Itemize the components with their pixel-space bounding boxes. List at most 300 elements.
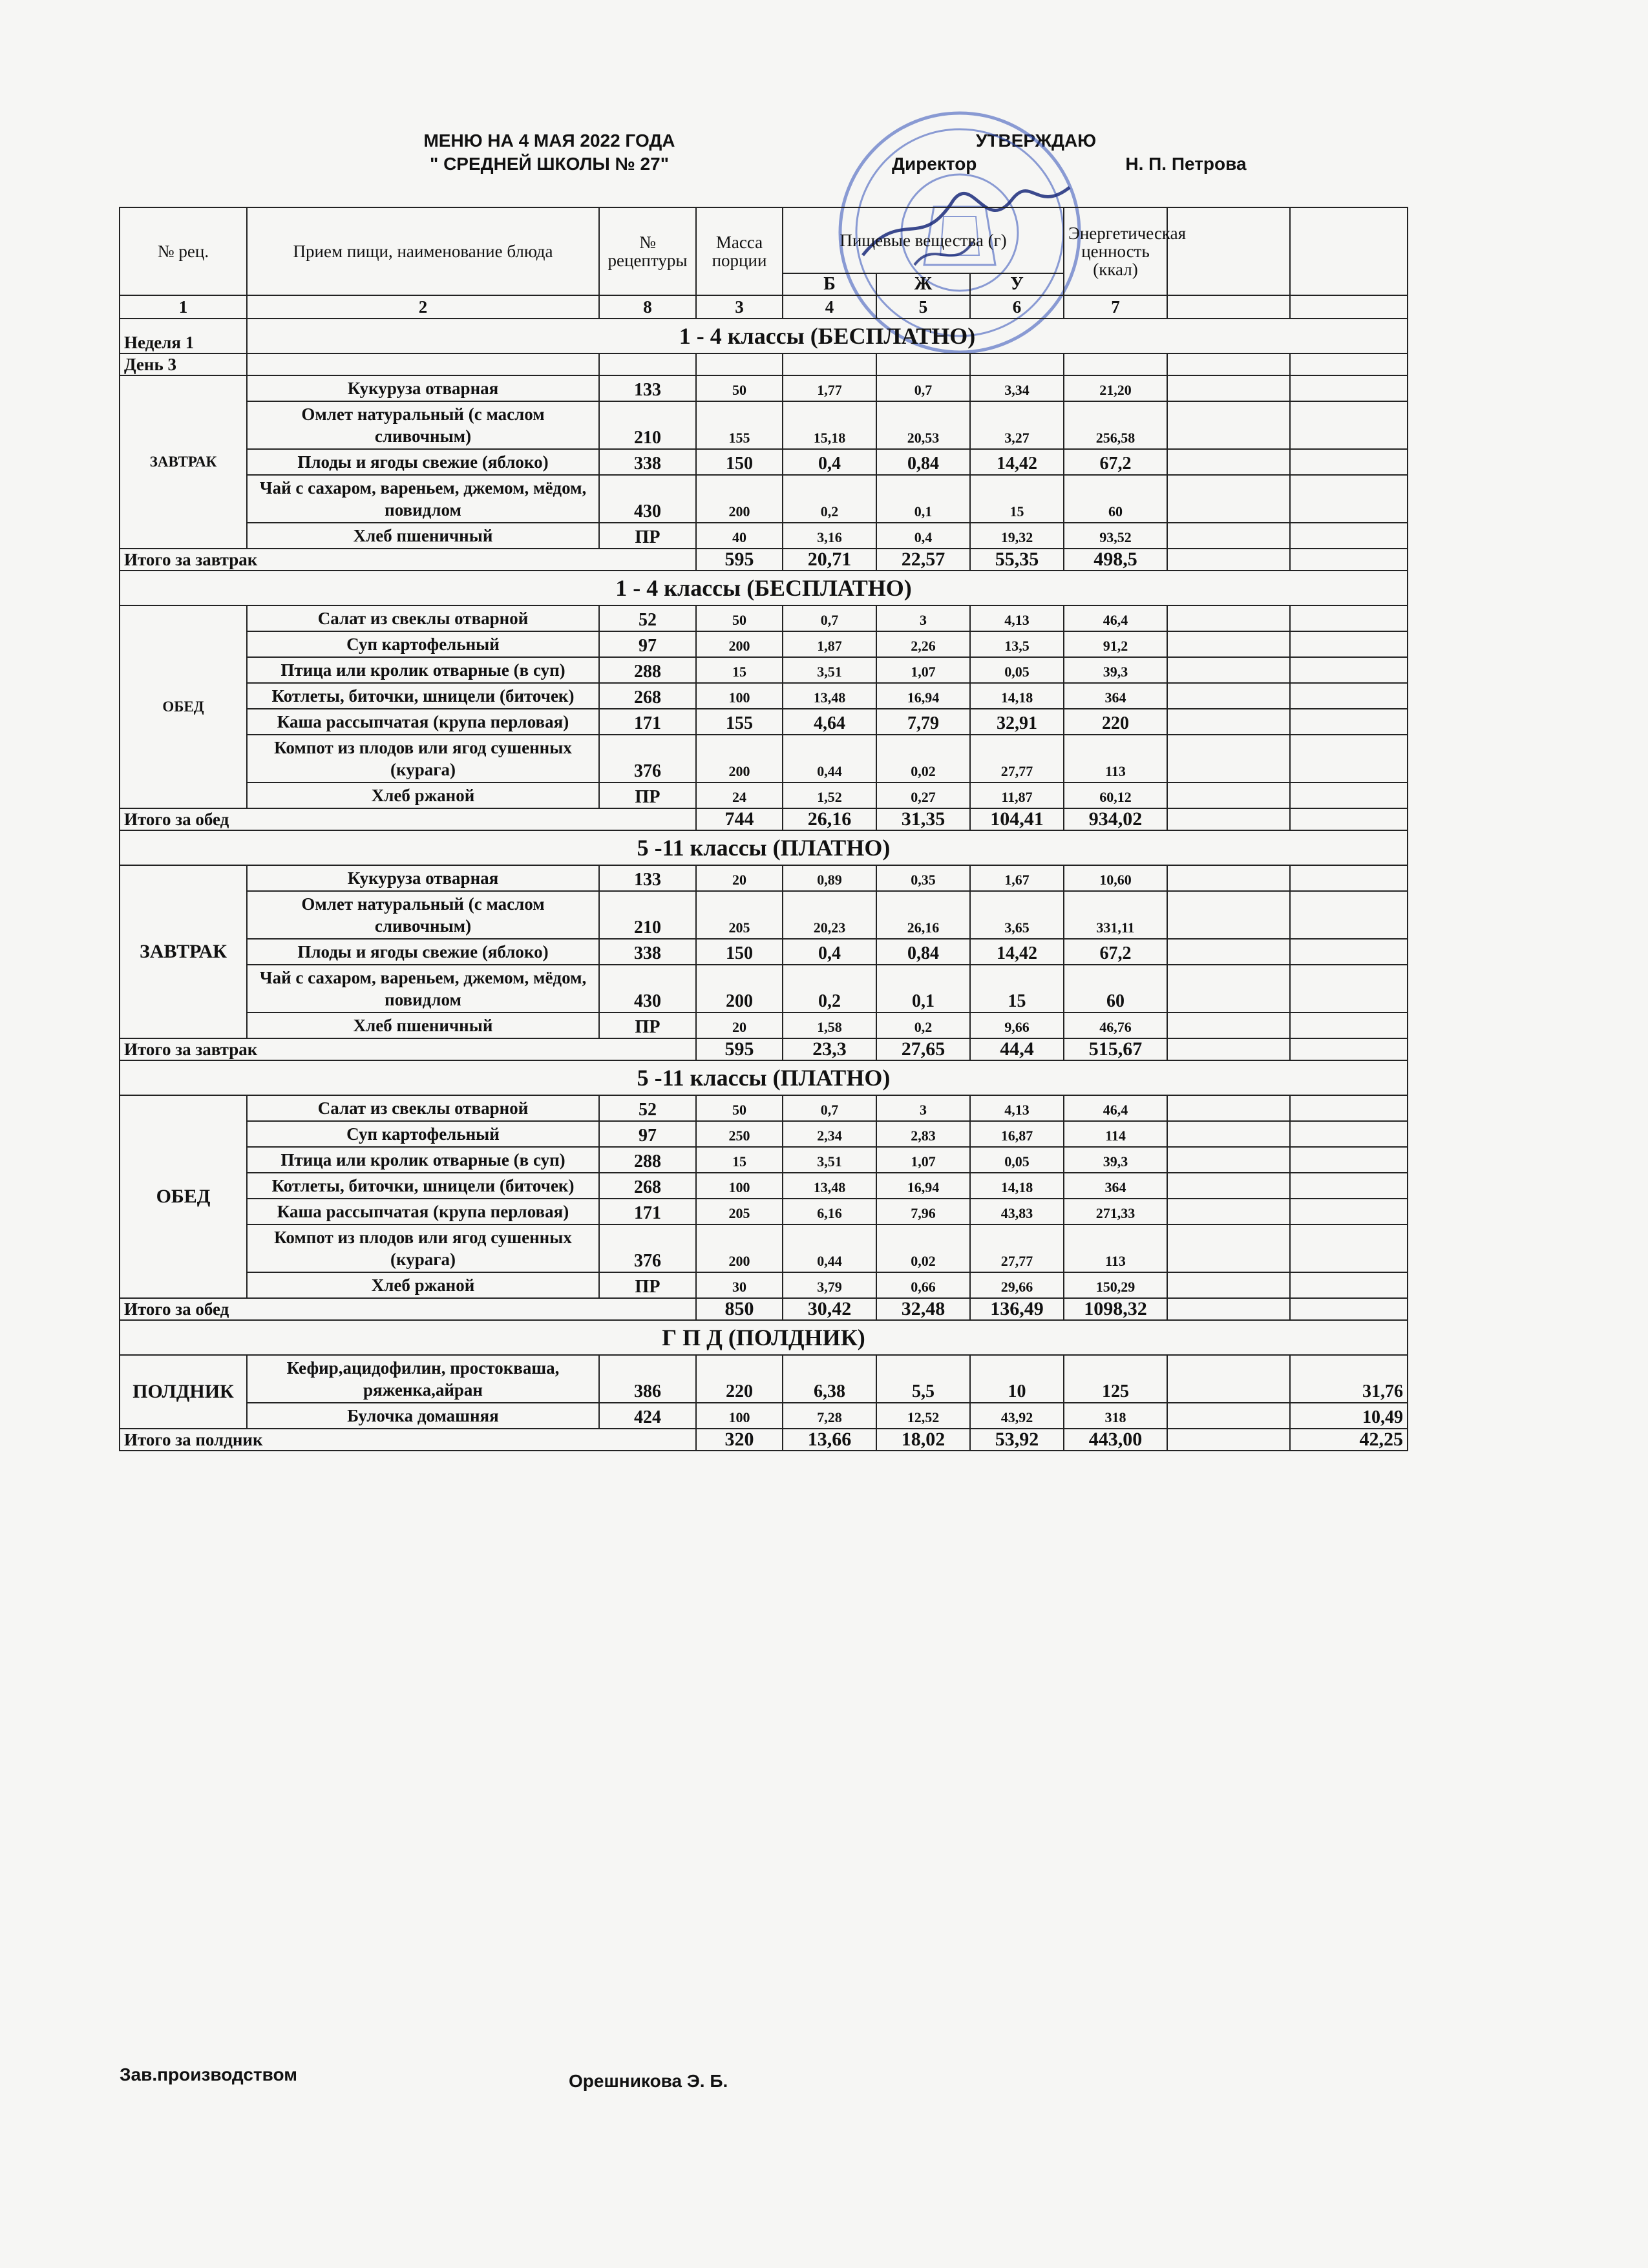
- dish-row: [120, 1095, 1408, 1121]
- dish-name: Птица или кролик отварные (в суп): [247, 657, 599, 683]
- dish-name: Хлеб ржаной: [247, 1272, 599, 1298]
- protein-value: 6,38: [783, 1355, 876, 1403]
- extra-value: 31,76: [1290, 1355, 1408, 1403]
- dish-name: Компот из плодов или ягод сушенных (курага): [247, 735, 599, 782]
- portion-mass: 40: [696, 523, 783, 549]
- day-row: [120, 353, 1408, 375]
- portion-mass: 205: [696, 1199, 783, 1224]
- empty-cell: [1167, 523, 1290, 549]
- protein-value: 0,4: [783, 449, 876, 475]
- carb-value: 27,77: [970, 735, 1064, 782]
- recipe-number: 133: [599, 865, 696, 891]
- fat-value: 1,07: [876, 1147, 970, 1173]
- extra-value: [1290, 657, 1408, 683]
- portion-mass: 200: [696, 631, 783, 657]
- empty-cell: [1167, 735, 1290, 782]
- portion-mass: 205: [696, 891, 783, 939]
- carb-value: 14,42: [970, 449, 1064, 475]
- carb-value: 3,27: [970, 401, 1064, 449]
- empty-cell: [1167, 709, 1290, 735]
- fat-value: 3: [876, 605, 970, 631]
- total-row: [120, 1298, 1408, 1320]
- carb-value: 4,13: [970, 605, 1064, 631]
- carb-value: 14,18: [970, 683, 1064, 709]
- menu-title-line2: " СРЕДНЕЙ ШКОЛЫ № 27": [430, 154, 669, 174]
- menu-title-line1: МЕНЮ НА 4 МАЯ 2022 ГОДА: [423, 131, 675, 151]
- recipe-number: 288: [599, 1147, 696, 1173]
- recipe-number: 376: [599, 735, 696, 782]
- protein-value: 3,51: [783, 657, 876, 683]
- extra-value: [1290, 1173, 1408, 1199]
- recipe-number: ПР: [599, 782, 696, 808]
- total-mass: 744: [696, 808, 783, 830]
- empty-cell: [1167, 1013, 1290, 1038]
- energy-value: 60,12: [1064, 782, 1167, 808]
- empty-cell: [1167, 782, 1290, 808]
- portion-mass: 155: [696, 401, 783, 449]
- fat-value: 12,52: [876, 1403, 970, 1429]
- fat-value: 0,2: [876, 1013, 970, 1038]
- fat-value: 0,1: [876, 475, 970, 523]
- energy-value: 67,2: [1064, 449, 1167, 475]
- footer-name: Орешникова Э. Б.: [569, 2071, 728, 2091]
- portion-mass: 155: [696, 709, 783, 735]
- fat-value: 7,96: [876, 1199, 970, 1224]
- recipe-number: 210: [599, 891, 696, 939]
- dish-row: [120, 1173, 1408, 1199]
- protein-value: 6,16: [783, 1199, 876, 1224]
- dish-row: [120, 657, 1408, 683]
- extra-value: [1290, 709, 1408, 735]
- fat-value: 0,84: [876, 939, 970, 965]
- approval-block: [892, 129, 1293, 176]
- portion-mass: 50: [696, 605, 783, 631]
- total-mass: 595: [696, 1038, 783, 1060]
- recipe-number: 338: [599, 449, 696, 475]
- dish-name: Хлеб пшеничный: [247, 1013, 599, 1038]
- recipe-number: 288: [599, 657, 696, 683]
- carb-value: 16,87: [970, 1121, 1064, 1147]
- extra-value: [1290, 891, 1408, 939]
- extra-value: [1290, 1121, 1408, 1147]
- carb-value: 14,42: [970, 939, 1064, 965]
- protein-value: 3,51: [783, 1147, 876, 1173]
- fat-value: 3: [876, 1095, 970, 1121]
- carb-value: 9,66: [970, 1013, 1064, 1038]
- fat-value: 16,94: [876, 683, 970, 709]
- carb-value: 0,05: [970, 657, 1064, 683]
- dish-name: Каша рассыпчатая (крупа перловая): [247, 709, 599, 735]
- column-number-row: [120, 295, 1408, 319]
- fat-value: 0,84: [876, 449, 970, 475]
- empty-cell: [1167, 891, 1290, 939]
- empty-header-cell: [1167, 207, 1290, 295]
- empty-cell: [1167, 631, 1290, 657]
- fat-value: 5,5: [876, 1355, 970, 1403]
- carb-value: 27,77: [970, 1224, 1064, 1272]
- protein-value: 15,18: [783, 401, 876, 449]
- dish-name: Чай с сахаром, вареньем, джемом, мёдом, повидлом: [247, 965, 599, 1013]
- dish-name: Котлеты, биточки, шницели (биточек): [247, 683, 599, 709]
- energy-value: 331,11: [1064, 891, 1167, 939]
- meal-label: ЗАВТРАК: [120, 375, 247, 549]
- column-number: 4: [783, 295, 876, 319]
- column-number: 2: [247, 295, 599, 319]
- fat-value: 0,27: [876, 782, 970, 808]
- dish-row: [120, 1147, 1408, 1173]
- portion-mass: 15: [696, 657, 783, 683]
- portion-mass: 20: [696, 865, 783, 891]
- dish-row: [120, 401, 1408, 449]
- carb-value: 19,32: [970, 523, 1064, 549]
- dish-name: Плоды и ягоды свежие (яблоко): [247, 939, 599, 965]
- section-row: [120, 571, 1408, 605]
- week-row: [120, 319, 1408, 353]
- empty-cell: [1167, 1038, 1290, 1060]
- total-protein: 13,66: [783, 1429, 876, 1451]
- section-title: Г П Д (ПОЛДНИК): [120, 1320, 1408, 1355]
- total-carb: 44,4: [970, 1038, 1064, 1060]
- energy-value: 10,60: [1064, 865, 1167, 891]
- dish-row: [120, 1272, 1408, 1298]
- dish-row: [120, 449, 1408, 475]
- director-name: Н. П. Петрова: [1125, 154, 1247, 174]
- empty-cell: [1290, 295, 1408, 319]
- protein-value: 0,44: [783, 1224, 876, 1272]
- fat-value: 2,83: [876, 1121, 970, 1147]
- dish-name: Плоды и ягоды свежие (яблоко): [247, 449, 599, 475]
- protein-value: 2,34: [783, 1121, 876, 1147]
- energy-value: 220: [1064, 709, 1167, 735]
- fat-value: 0,66: [876, 1272, 970, 1298]
- energy-value: 46,76: [1064, 1013, 1167, 1038]
- energy-value: 318: [1064, 1403, 1167, 1429]
- total-mass: 850: [696, 1298, 783, 1320]
- dish-name: Хлеб пшеничный: [247, 523, 599, 549]
- portion-mass: 50: [696, 1095, 783, 1121]
- carb-value: 10: [970, 1355, 1064, 1403]
- total-energy: 934,02: [1064, 808, 1167, 830]
- recipe-number: ПР: [599, 1013, 696, 1038]
- extra-value: [1290, 1199, 1408, 1224]
- empty-cell: [1167, 353, 1290, 375]
- protein-value: 20,23: [783, 891, 876, 939]
- total-label: Итого за полдник: [120, 1429, 696, 1451]
- dish-row: [120, 735, 1408, 782]
- dish-row: [120, 631, 1408, 657]
- total-extra: [1290, 808, 1408, 830]
- carb-value: 1,67: [970, 865, 1064, 891]
- empty-cell: [1064, 353, 1167, 375]
- extra-value: [1290, 605, 1408, 631]
- extra-value: [1290, 631, 1408, 657]
- energy-value: 271,33: [1064, 1199, 1167, 1224]
- portion-mass: 100: [696, 683, 783, 709]
- dish-name: Салат из свеклы отварной: [247, 605, 599, 631]
- energy-value: 364: [1064, 683, 1167, 709]
- protein-value: 0,89: [783, 865, 876, 891]
- empty-cell: [1167, 1403, 1290, 1429]
- energy-value: 67,2: [1064, 939, 1167, 965]
- fat-value: 26,16: [876, 891, 970, 939]
- dish-row: [120, 1355, 1408, 1403]
- empty-header-cell: [1290, 207, 1408, 295]
- fat-value: 0,35: [876, 865, 970, 891]
- total-protein: 30,42: [783, 1298, 876, 1320]
- empty-cell: [1167, 449, 1290, 475]
- empty-cell: [1167, 605, 1290, 631]
- fat-value: 2,26: [876, 631, 970, 657]
- protein-value: 1,52: [783, 782, 876, 808]
- total-energy: 515,67: [1064, 1038, 1167, 1060]
- carb-value: 43,83: [970, 1199, 1064, 1224]
- dish-row: [120, 1121, 1408, 1147]
- total-label: Итого за завтрак: [120, 549, 696, 571]
- recipe-number: 171: [599, 1199, 696, 1224]
- portion-mass: 250: [696, 1121, 783, 1147]
- dish-row: [120, 709, 1408, 735]
- section-title: 5 -11 классы (ПЛАТНО): [120, 830, 1408, 865]
- empty-cell: [1167, 1199, 1290, 1224]
- dish-row: [120, 683, 1408, 709]
- empty-cell: [876, 353, 970, 375]
- fat-value: 0,4: [876, 523, 970, 549]
- energy-value: 256,58: [1064, 401, 1167, 449]
- carb-value: 3,65: [970, 891, 1064, 939]
- total-label: Итого за завтрак: [120, 1038, 696, 1060]
- extra-value: [1290, 865, 1408, 891]
- protein-value: 0,4: [783, 939, 876, 965]
- empty-cell: [696, 353, 783, 375]
- carb-value: 3,34: [970, 375, 1064, 401]
- energy-value: 125: [1064, 1355, 1167, 1403]
- extra-value: [1290, 375, 1408, 401]
- total-row: [120, 1429, 1408, 1451]
- protein-value: 3,79: [783, 1272, 876, 1298]
- extra-value: [1290, 475, 1408, 523]
- meal-label: ПОЛДНИК: [120, 1355, 247, 1429]
- empty-cell: [1167, 375, 1290, 401]
- recipe-number: 133: [599, 375, 696, 401]
- dish-row: [120, 1403, 1408, 1429]
- carb-value: 0,05: [970, 1147, 1064, 1173]
- portion-mass: 200: [696, 965, 783, 1013]
- empty-cell: [1167, 683, 1290, 709]
- recipe-number: 430: [599, 475, 696, 523]
- carb-value: 15: [970, 475, 1064, 523]
- total-energy: 498,5: [1064, 549, 1167, 571]
- empty-cell: [1167, 475, 1290, 523]
- total-protein: 23,3: [783, 1038, 876, 1060]
- fat-value: 1,07: [876, 657, 970, 683]
- extra-value: [1290, 523, 1408, 549]
- empty-cell: [1167, 295, 1290, 319]
- fat-value: 20,53: [876, 401, 970, 449]
- total-extra: [1290, 549, 1408, 571]
- dish-name: Салат из свеклы отварной: [247, 1095, 599, 1121]
- energy-value: 60: [1064, 475, 1167, 523]
- recipe-number: 424: [599, 1403, 696, 1429]
- empty-cell: [1167, 1355, 1290, 1403]
- dish-name: Котлеты, биточки, шницели (биточек): [247, 1173, 599, 1199]
- protein-value: 3,16: [783, 523, 876, 549]
- extra-value: [1290, 401, 1408, 449]
- total-label: Итого за обед: [120, 1298, 696, 1320]
- recipe-number: 97: [599, 631, 696, 657]
- col-rec-no-header: № рец.: [120, 207, 247, 295]
- carb-value: 29,66: [970, 1272, 1064, 1298]
- fat-value: 0,1: [876, 965, 970, 1013]
- protein-value: 0,2: [783, 475, 876, 523]
- portion-mass: 150: [696, 449, 783, 475]
- total-extra: 42,25: [1290, 1429, 1408, 1451]
- dish-row: [120, 1199, 1408, 1224]
- extra-value: [1290, 1224, 1408, 1272]
- carb-value: 11,87: [970, 782, 1064, 808]
- fat-value: 7,79: [876, 709, 970, 735]
- section-row: [120, 1320, 1408, 1355]
- section-title: 1 - 4 классы (БЕСПЛАТНО): [120, 571, 1408, 605]
- energy-value: 46,4: [1064, 1095, 1167, 1121]
- extra-value: [1290, 449, 1408, 475]
- total-fat: 18,02: [876, 1429, 970, 1451]
- energy-value: 150,29: [1064, 1272, 1167, 1298]
- col-zh-header: Ж: [876, 273, 970, 295]
- total-carb: 136,49: [970, 1298, 1064, 1320]
- empty-cell: [1167, 1224, 1290, 1272]
- empty-cell: [599, 353, 696, 375]
- extra-value: [1290, 683, 1408, 709]
- carb-value: 43,92: [970, 1403, 1064, 1429]
- total-row: [120, 1038, 1408, 1060]
- extra-value: [1290, 1272, 1408, 1298]
- empty-cell: [1167, 1429, 1290, 1451]
- column-number: 8: [599, 295, 696, 319]
- dish-name: Омлет натуральный (с маслом сливочным): [247, 891, 599, 939]
- extra-value: [1290, 1013, 1408, 1038]
- protein-value: 13,48: [783, 1173, 876, 1199]
- energy-value: 46,4: [1064, 605, 1167, 631]
- dish-row: [120, 475, 1408, 523]
- total-mass: 595: [696, 549, 783, 571]
- energy-value: 39,3: [1064, 1147, 1167, 1173]
- dish-row: [120, 965, 1408, 1013]
- carb-value: 4,13: [970, 1095, 1064, 1121]
- fat-value: 0,02: [876, 1224, 970, 1272]
- empty-cell: [783, 353, 876, 375]
- day-label: День 3: [120, 353, 247, 375]
- dish-name: Компот из плодов или ягод сушенных (курага): [247, 1224, 599, 1272]
- protein-value: 0,7: [783, 1095, 876, 1121]
- col-b-header: Б: [783, 273, 876, 295]
- empty-cell: [1290, 353, 1408, 375]
- dish-row: [120, 1013, 1408, 1038]
- energy-value: 113: [1064, 735, 1167, 782]
- column-number: 3: [696, 295, 783, 319]
- protein-value: 0,2: [783, 965, 876, 1013]
- column-number: 7: [1064, 295, 1167, 319]
- total-label: Итого за обед: [120, 808, 696, 830]
- recipe-number: 52: [599, 605, 696, 631]
- dish-name: Каша рассыпчатая (крупа перловая): [247, 1199, 599, 1224]
- empty-cell: [1167, 657, 1290, 683]
- column-number: 1: [120, 295, 247, 319]
- total-protein: 26,16: [783, 808, 876, 830]
- energy-value: 21,20: [1064, 375, 1167, 401]
- meal-label: ОБЕД: [120, 1095, 247, 1298]
- menu-table: [119, 207, 1408, 1451]
- approval-label: УТВЕРЖДАЮ: [976, 131, 1097, 151]
- portion-mass: 200: [696, 735, 783, 782]
- section-title: 1 - 4 классы (БЕСПЛАТНО): [247, 319, 1408, 353]
- total-energy: 443,00: [1064, 1429, 1167, 1451]
- fat-value: 16,94: [876, 1173, 970, 1199]
- energy-value: 364: [1064, 1173, 1167, 1199]
- column-number: 5: [876, 295, 970, 319]
- empty-cell: [970, 353, 1064, 375]
- empty-cell: [1167, 939, 1290, 965]
- dish-row: [120, 1224, 1408, 1272]
- meal-label: ЗАВТРАК: [120, 865, 247, 1038]
- recipe-number: 210: [599, 401, 696, 449]
- recipe-number: 386: [599, 1355, 696, 1403]
- empty-cell: [1167, 1121, 1290, 1147]
- dish-row: [120, 891, 1408, 939]
- dish-name: Хлеб ржаной: [247, 782, 599, 808]
- total-energy: 1098,32: [1064, 1298, 1167, 1320]
- empty-cell: [1167, 808, 1290, 830]
- col-energy-header: Энергетическая ценность (ккал): [1064, 207, 1167, 295]
- portion-mass: 100: [696, 1403, 783, 1429]
- energy-value: 39,3: [1064, 657, 1167, 683]
- empty-cell: [1167, 401, 1290, 449]
- dish-name: Омлет натуральный (с маслом сливочным): [247, 401, 599, 449]
- energy-value: 114: [1064, 1121, 1167, 1147]
- col-mass-header: Масса порции: [696, 207, 783, 295]
- dish-name: Кукуруза отварная: [247, 865, 599, 891]
- extra-value: [1290, 965, 1408, 1013]
- extra-value: 10,49: [1290, 1403, 1408, 1429]
- total-protein: 20,71: [783, 549, 876, 571]
- week-label: Неделя 1: [120, 319, 247, 353]
- protein-value: 0,7: [783, 605, 876, 631]
- extra-value: [1290, 782, 1408, 808]
- dish-row: [120, 605, 1408, 631]
- empty-cell: [1167, 1147, 1290, 1173]
- protein-value: 4,64: [783, 709, 876, 735]
- energy-value: 113: [1064, 1224, 1167, 1272]
- menu-title: [362, 129, 737, 176]
- column-number: 6: [970, 295, 1064, 319]
- empty-cell: [1167, 1272, 1290, 1298]
- portion-mass: 150: [696, 939, 783, 965]
- total-mass: 320: [696, 1429, 783, 1451]
- dish-row: [120, 865, 1408, 891]
- empty-cell: [1167, 1095, 1290, 1121]
- empty-cell: [1167, 1298, 1290, 1320]
- total-carb: 55,35: [970, 549, 1064, 571]
- carb-value: 14,18: [970, 1173, 1064, 1199]
- section-row: [120, 830, 1408, 865]
- energy-value: 91,2: [1064, 631, 1167, 657]
- header-row: [120, 207, 1408, 273]
- fat-value: 0,7: [876, 375, 970, 401]
- portion-mass: 200: [696, 1224, 783, 1272]
- col-meal-header: Прием пищи, наименование блюда: [247, 207, 599, 295]
- portion-mass: 50: [696, 375, 783, 401]
- dish-name: Чай с сахаром, вареньем, джемом, мёдом, повидлом: [247, 475, 599, 523]
- recipe-number: 268: [599, 1173, 696, 1199]
